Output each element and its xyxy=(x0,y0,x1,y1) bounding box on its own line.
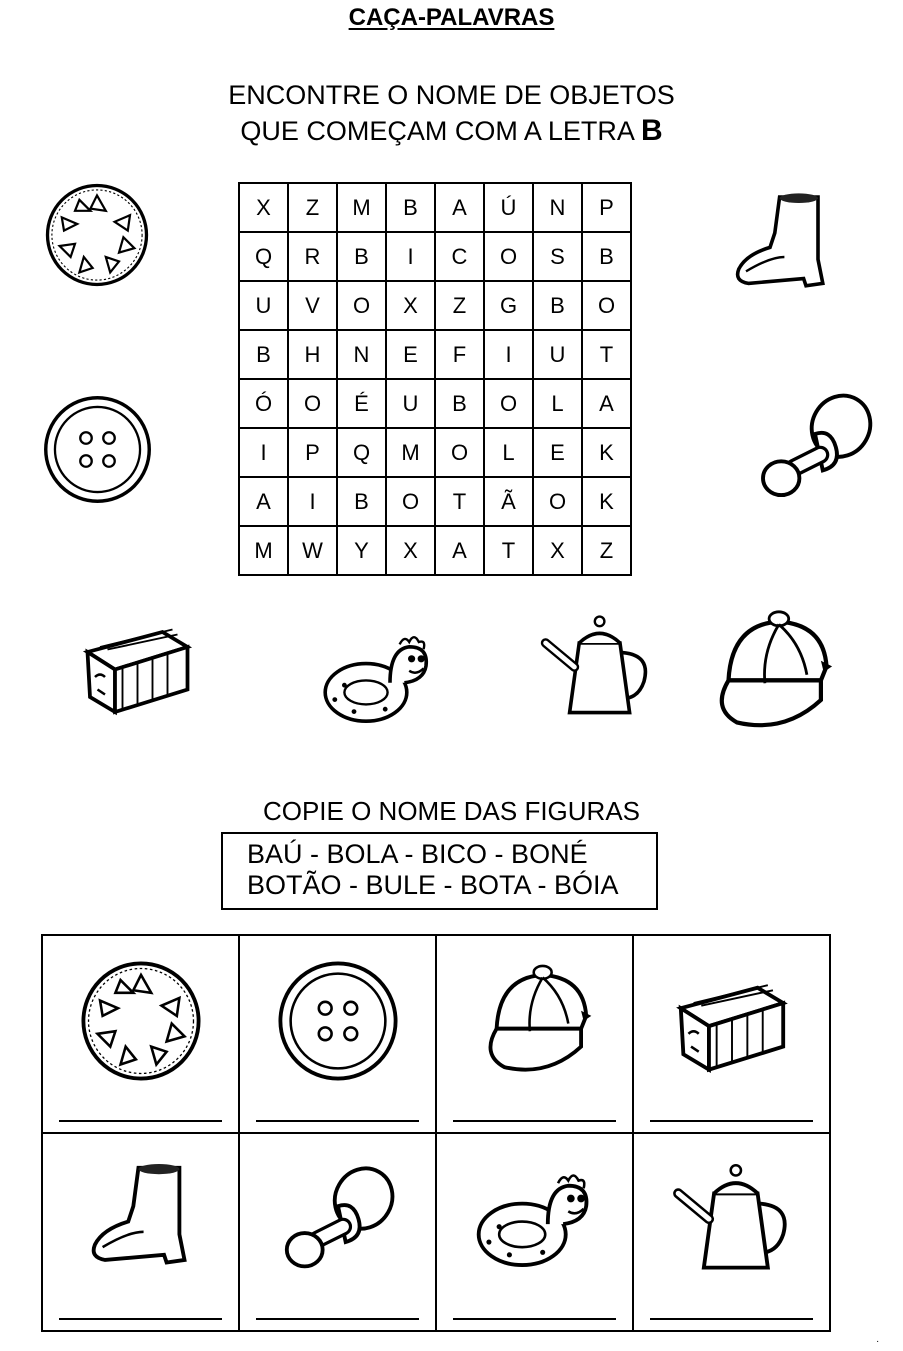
answer-cell xyxy=(633,935,830,1133)
grid-cell[interactable]: Q xyxy=(239,232,288,281)
grid-cell[interactable]: Z xyxy=(435,281,484,330)
boot-icon xyxy=(722,185,842,305)
pacifier-icon xyxy=(740,382,890,512)
answer-cell xyxy=(436,1133,633,1331)
grid-row xyxy=(239,232,631,281)
grid-cell[interactable]: B xyxy=(239,330,288,379)
word-bank xyxy=(221,832,658,910)
answer-write-line[interactable] xyxy=(256,1318,419,1320)
grid-cell[interactable]: Z xyxy=(582,526,631,575)
boot-icon xyxy=(77,1154,205,1284)
ball-icon xyxy=(42,180,152,290)
page-title: CAÇA-PALAVRAS xyxy=(348,4,555,31)
grid-cell[interactable]: B xyxy=(337,232,386,281)
grid-cell[interactable]: G xyxy=(484,281,533,330)
grid-cell[interactable]: L xyxy=(533,379,582,428)
answer-table xyxy=(41,934,831,1332)
grid-cell[interactable]: Ã xyxy=(484,477,533,526)
grid-row xyxy=(239,330,631,379)
teapot-icon xyxy=(668,1154,796,1284)
instruction-line-2: QUE COMEÇAM COM A LETRA B xyxy=(240,114,663,147)
answer-cell xyxy=(239,935,436,1133)
grid-cell[interactable]: T xyxy=(435,477,484,526)
grid-cell[interactable]: É xyxy=(337,379,386,428)
grid-cell[interactable]: X xyxy=(386,281,435,330)
answer-write-line[interactable] xyxy=(650,1318,813,1320)
grid-cell[interactable]: T xyxy=(582,330,631,379)
grid-row xyxy=(239,477,631,526)
answer-write-line[interactable] xyxy=(650,1120,813,1122)
grid-cell[interactable]: U xyxy=(533,330,582,379)
answer-cell xyxy=(42,935,239,1133)
float-ring-icon xyxy=(308,618,448,738)
float-ring-icon xyxy=(471,1154,599,1284)
grid-cell[interactable]: O xyxy=(582,281,631,330)
answer-write-line[interactable] xyxy=(453,1120,616,1122)
chest-icon xyxy=(668,956,796,1086)
teapot-icon xyxy=(536,606,656,728)
grid-cell[interactable]: I xyxy=(288,477,337,526)
grid-cell[interactable]: B xyxy=(337,477,386,526)
answer-row xyxy=(42,935,830,1133)
grid-cell[interactable]: O xyxy=(337,281,386,330)
button-icon xyxy=(40,392,155,507)
answer-write-line[interactable] xyxy=(453,1318,616,1320)
grid-cell[interactable]: I xyxy=(484,330,533,379)
grid-cell[interactable]: M xyxy=(337,183,386,232)
grid-row xyxy=(239,428,631,477)
grid-cell[interactable]: X xyxy=(386,526,435,575)
pacifier-icon xyxy=(274,1154,402,1284)
grid-cell[interactable]: B xyxy=(386,183,435,232)
answer-cell xyxy=(436,935,633,1133)
cap-icon xyxy=(688,602,853,742)
grid-cell[interactable]: X xyxy=(533,526,582,575)
grid-cell[interactable]: O xyxy=(288,379,337,428)
grid-cell[interactable]: U xyxy=(239,281,288,330)
button-icon xyxy=(274,956,402,1086)
grid-cell[interactable]: P xyxy=(288,428,337,477)
grid-cell[interactable]: Q xyxy=(337,428,386,477)
grid-cell[interactable]: F xyxy=(435,330,484,379)
answer-cell xyxy=(42,1133,239,1331)
chest-icon xyxy=(70,602,205,727)
grid-cell[interactable]: O xyxy=(484,379,533,428)
grid-row xyxy=(239,281,631,330)
grid-cell[interactable]: M xyxy=(386,428,435,477)
grid-cell[interactable]: O xyxy=(533,477,582,526)
cap-icon xyxy=(471,956,599,1086)
grid-cell[interactable]: P xyxy=(582,183,631,232)
answer-write-line[interactable] xyxy=(59,1120,222,1122)
answer-cell xyxy=(239,1133,436,1331)
grid-cell[interactable]: U xyxy=(386,379,435,428)
footer-mark: · xyxy=(876,1336,880,1347)
answer-write-line[interactable] xyxy=(256,1120,419,1122)
grid-cell[interactable]: K xyxy=(582,428,631,477)
answer-write-line[interactable] xyxy=(59,1318,222,1320)
grid-cell[interactable]: A xyxy=(239,477,288,526)
grid-cell[interactable]: I xyxy=(386,232,435,281)
grid-row xyxy=(239,379,631,428)
grid-cell[interactable]: O xyxy=(435,428,484,477)
grid-cell[interactable]: I xyxy=(239,428,288,477)
grid-cell[interactable]: C xyxy=(435,232,484,281)
grid-cell[interactable]: V xyxy=(288,281,337,330)
grid-cell[interactable]: R xyxy=(288,232,337,281)
grid-cell[interactable]: B xyxy=(533,281,582,330)
grid-cell[interactable]: W xyxy=(288,526,337,575)
grid-cell[interactable]: Ú xyxy=(484,183,533,232)
grid-cell[interactable]: S xyxy=(533,232,582,281)
grid-cell[interactable]: A xyxy=(435,526,484,575)
grid-row xyxy=(239,183,631,232)
grid-cell[interactable]: X xyxy=(239,183,288,232)
grid-cell[interactable]: O xyxy=(386,477,435,526)
ball-icon xyxy=(77,956,205,1086)
grid-cell[interactable]: O xyxy=(484,232,533,281)
grid-cell[interactable]: E xyxy=(533,428,582,477)
word-bank-line-2: BOTÃO - BULE - BOTA - BÓIA xyxy=(247,870,619,900)
instruction-line-1: ENCONTRE O NOME DE OBJETOS xyxy=(228,80,675,110)
grid-cell[interactable]: Y xyxy=(337,526,386,575)
word-search-grid[interactable] xyxy=(238,182,632,576)
grid-cell[interactable]: T xyxy=(484,526,533,575)
grid-cell[interactable]: M xyxy=(239,526,288,575)
grid-cell[interactable]: A xyxy=(582,379,631,428)
grid-cell[interactable]: B xyxy=(582,232,631,281)
grid-cell[interactable]: E xyxy=(386,330,435,379)
grid-row xyxy=(239,526,631,575)
copy-title: COPIE O NOME DAS FIGURAS xyxy=(262,796,641,826)
grid-cell[interactable]: Ó xyxy=(239,379,288,428)
grid-cell[interactable]: L xyxy=(484,428,533,477)
grid-cell[interactable]: Z xyxy=(288,183,337,232)
grid-cell[interactable]: N xyxy=(533,183,582,232)
answer-row xyxy=(42,1133,830,1331)
grid-cell[interactable]: K xyxy=(582,477,631,526)
grid-cell[interactable]: A xyxy=(435,183,484,232)
grid-cell[interactable]: B xyxy=(435,379,484,428)
answer-cell xyxy=(633,1133,830,1331)
word-bank-line-1: BAÚ - BOLA - BICO - BONÉ xyxy=(247,839,588,869)
letter-b: B xyxy=(640,114,663,147)
grid-cell[interactable]: H xyxy=(288,330,337,379)
grid-cell[interactable]: N xyxy=(337,330,386,379)
